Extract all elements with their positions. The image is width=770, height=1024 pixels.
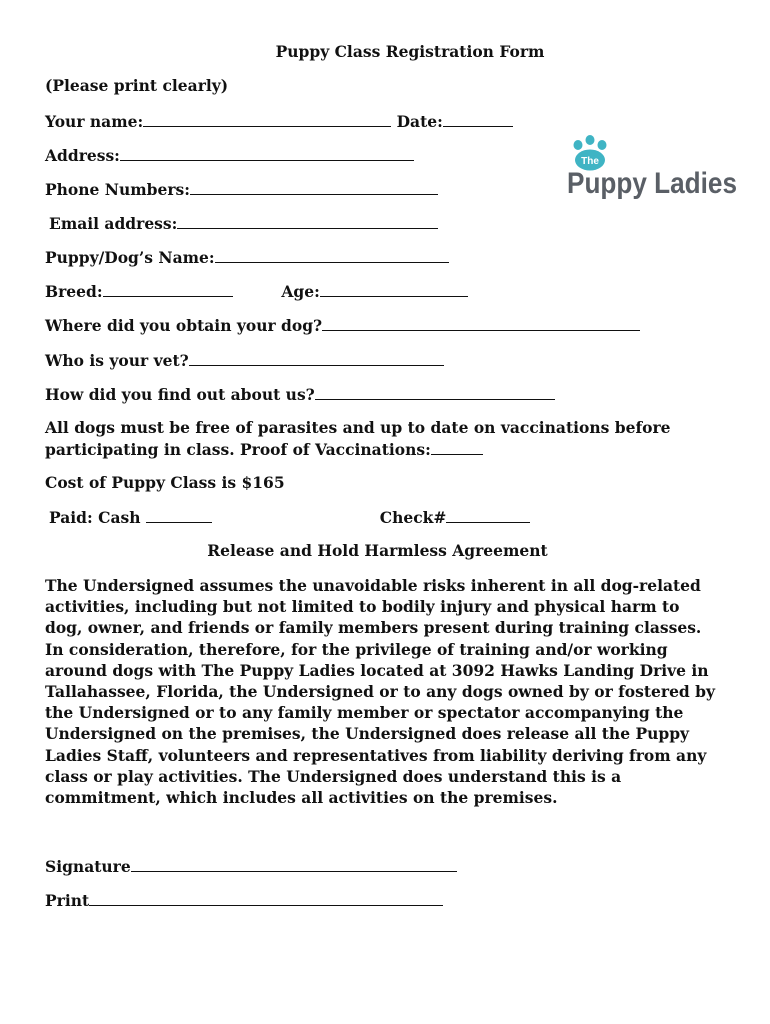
email-label: Email address: bbox=[49, 214, 178, 233]
print-field[interactable] bbox=[89, 890, 443, 906]
email-field[interactable] bbox=[177, 213, 438, 229]
release-body: The Undersigned assumes the unavoidable risks inherent in all dog-related activities, including but not limited to bodily injury and physical harm to dog, owner, and friends or family members present during training classes. In consideration, therefore, for the privilege of training and/or working around dogs with The Puppy Ladies located at 3092 Hawks Landing Drive in Tallahassee, Florida, the Undersigned or to any dogs owned by or fostered by the Undersigned or to any family member or spectator accompanying the Undersigned on the premises, the Undersigned does release all the Puppy Ladies Staff, volunteers and representatives from liability deriving from any class or play activities. The Undersigned does understand this is a commitment, which includes all activities on the premises. bbox=[45, 576, 716, 808]
puppy-ladies-logo bbox=[565, 135, 745, 205]
phone-field[interactable] bbox=[190, 179, 438, 195]
find-label: How did you find out about us? bbox=[45, 385, 315, 404]
find-field[interactable] bbox=[315, 384, 555, 400]
vet-label: Who is your vet? bbox=[45, 351, 189, 370]
signature-label: Signature bbox=[45, 857, 131, 876]
page-title: Puppy Class Registration Form bbox=[275, 42, 545, 61]
phone-label: Phone Numbers: bbox=[45, 180, 190, 199]
breed-label: Breed: bbox=[45, 282, 103, 301]
date-field[interactable] bbox=[443, 111, 513, 127]
vet-field[interactable] bbox=[189, 350, 444, 366]
vaccination-field[interactable] bbox=[431, 439, 483, 455]
age-label: Age: bbox=[281, 282, 320, 301]
cost-text: Cost of Puppy Class is $165 bbox=[45, 473, 285, 492]
logo-small-text: The bbox=[581, 156, 599, 167]
cash-field[interactable] bbox=[146, 507, 212, 523]
payment-row bbox=[49, 507, 530, 528]
breed-age-row bbox=[45, 281, 468, 302]
obtain-row bbox=[45, 315, 640, 336]
email-row bbox=[49, 213, 438, 234]
vaccination-line-1: All dogs must be free of parasites and up to date on vaccinations before bbox=[45, 418, 671, 437]
vaccination-line-2 bbox=[45, 439, 483, 460]
print-label: Print bbox=[45, 891, 90, 910]
dog-name-row bbox=[45, 247, 449, 268]
paid-cash-label: Paid: Cash bbox=[49, 508, 141, 527]
address-field[interactable] bbox=[120, 145, 414, 161]
phone-row bbox=[45, 179, 438, 200]
dog-name-field[interactable] bbox=[215, 247, 449, 263]
dog-name-label: Puppy/Dog’s Name: bbox=[45, 248, 215, 267]
paw-print-icon bbox=[565, 135, 745, 205]
your-name-row bbox=[45, 111, 513, 132]
signature-field[interactable] bbox=[131, 856, 457, 872]
vaccination-label: participating in class. Proof of Vaccinations: bbox=[45, 440, 431, 459]
check-label: Check# bbox=[379, 508, 447, 527]
obtain-field[interactable] bbox=[322, 315, 640, 331]
release-heading: Release and Hold Harmless Agreement bbox=[207, 541, 548, 560]
your-name-label: Your name: bbox=[45, 112, 144, 131]
address-label: Address: bbox=[45, 146, 120, 165]
find-row bbox=[45, 384, 555, 405]
obtain-label: Where did you obtain your dog? bbox=[45, 316, 323, 335]
print-row bbox=[45, 890, 443, 911]
your-name-field[interactable] bbox=[143, 111, 391, 127]
vet-row bbox=[45, 350, 444, 371]
breed-field[interactable] bbox=[103, 281, 233, 297]
instruction-text: (Please print clearly) bbox=[45, 76, 229, 95]
address-row bbox=[45, 145, 414, 166]
logo-main-text: Puppy Ladies bbox=[567, 167, 737, 200]
check-field[interactable] bbox=[446, 507, 530, 523]
date-label: Date: bbox=[396, 112, 443, 131]
signature-row bbox=[45, 856, 457, 877]
age-field[interactable] bbox=[320, 281, 468, 297]
